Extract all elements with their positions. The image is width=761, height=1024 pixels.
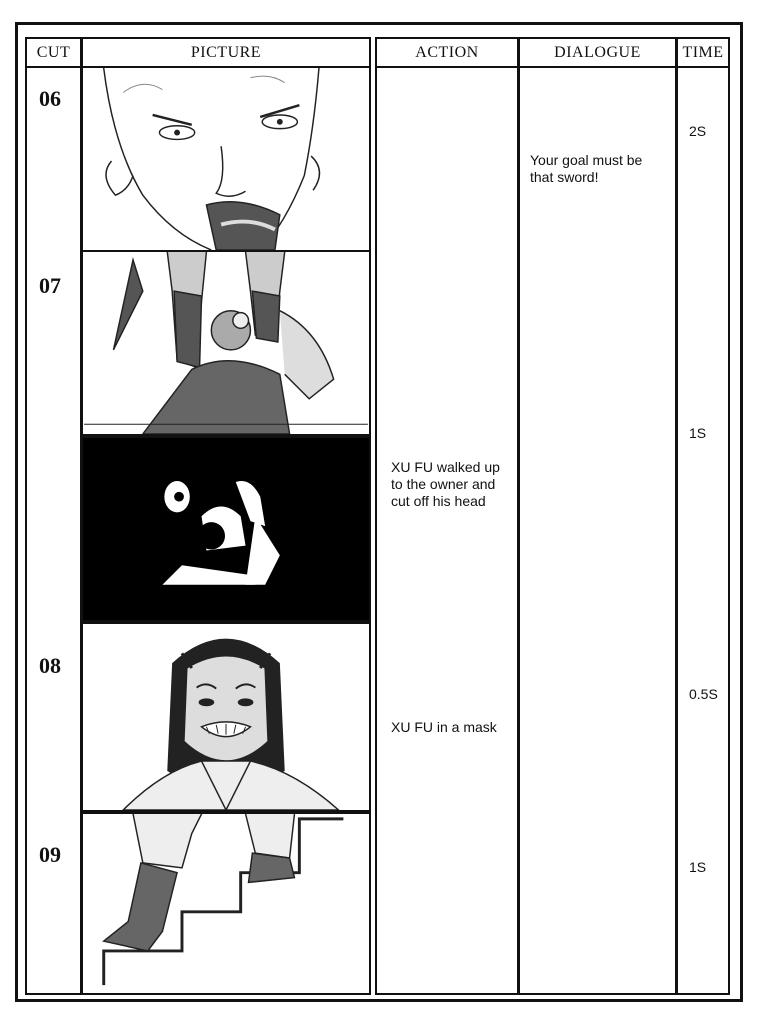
dialogue-column [518, 66, 677, 995]
cut-number: 08 [39, 653, 61, 678]
boots-and-head-sketch [83, 252, 369, 434]
stairs-boots-sketch [83, 814, 369, 993]
cut-number: 06 [39, 86, 61, 111]
cut-number: 07 [39, 273, 61, 298]
time-text: 1S [689, 859, 707, 875]
cut-number: 09 [39, 842, 61, 867]
header-time: TIME [676, 37, 730, 68]
demon-mask-sketch [83, 624, 369, 810]
header-picture: PICTURE [81, 37, 371, 68]
time-text: 2S [689, 123, 707, 139]
action-dialogue-divider [517, 38, 520, 995]
action-text: XU FU walked up to the owner and cut off his head [391, 459, 500, 509]
header-action: ACTION [375, 37, 519, 68]
time-text: 1S [689, 425, 707, 441]
silhouette-night-sketch [83, 438, 369, 620]
dialogue-text: Your goal must be that sword! [530, 152, 643, 185]
time-text: 0.5S [689, 686, 718, 702]
header-cut: CUT [25, 37, 82, 68]
panel-stairs-boots [81, 812, 371, 995]
panel-boots-and-head [81, 250, 371, 436]
shouting-face-sketch [83, 68, 369, 250]
time-column [676, 66, 730, 995]
header-dialogue: DIALOGUE [518, 37, 677, 68]
action-text: XU FU in a mask [391, 719, 497, 735]
panel-demon-mask [81, 622, 371, 812]
action-column [375, 66, 519, 995]
panel-shouting-face [81, 66, 371, 252]
panel-silhouette-night [81, 436, 371, 622]
